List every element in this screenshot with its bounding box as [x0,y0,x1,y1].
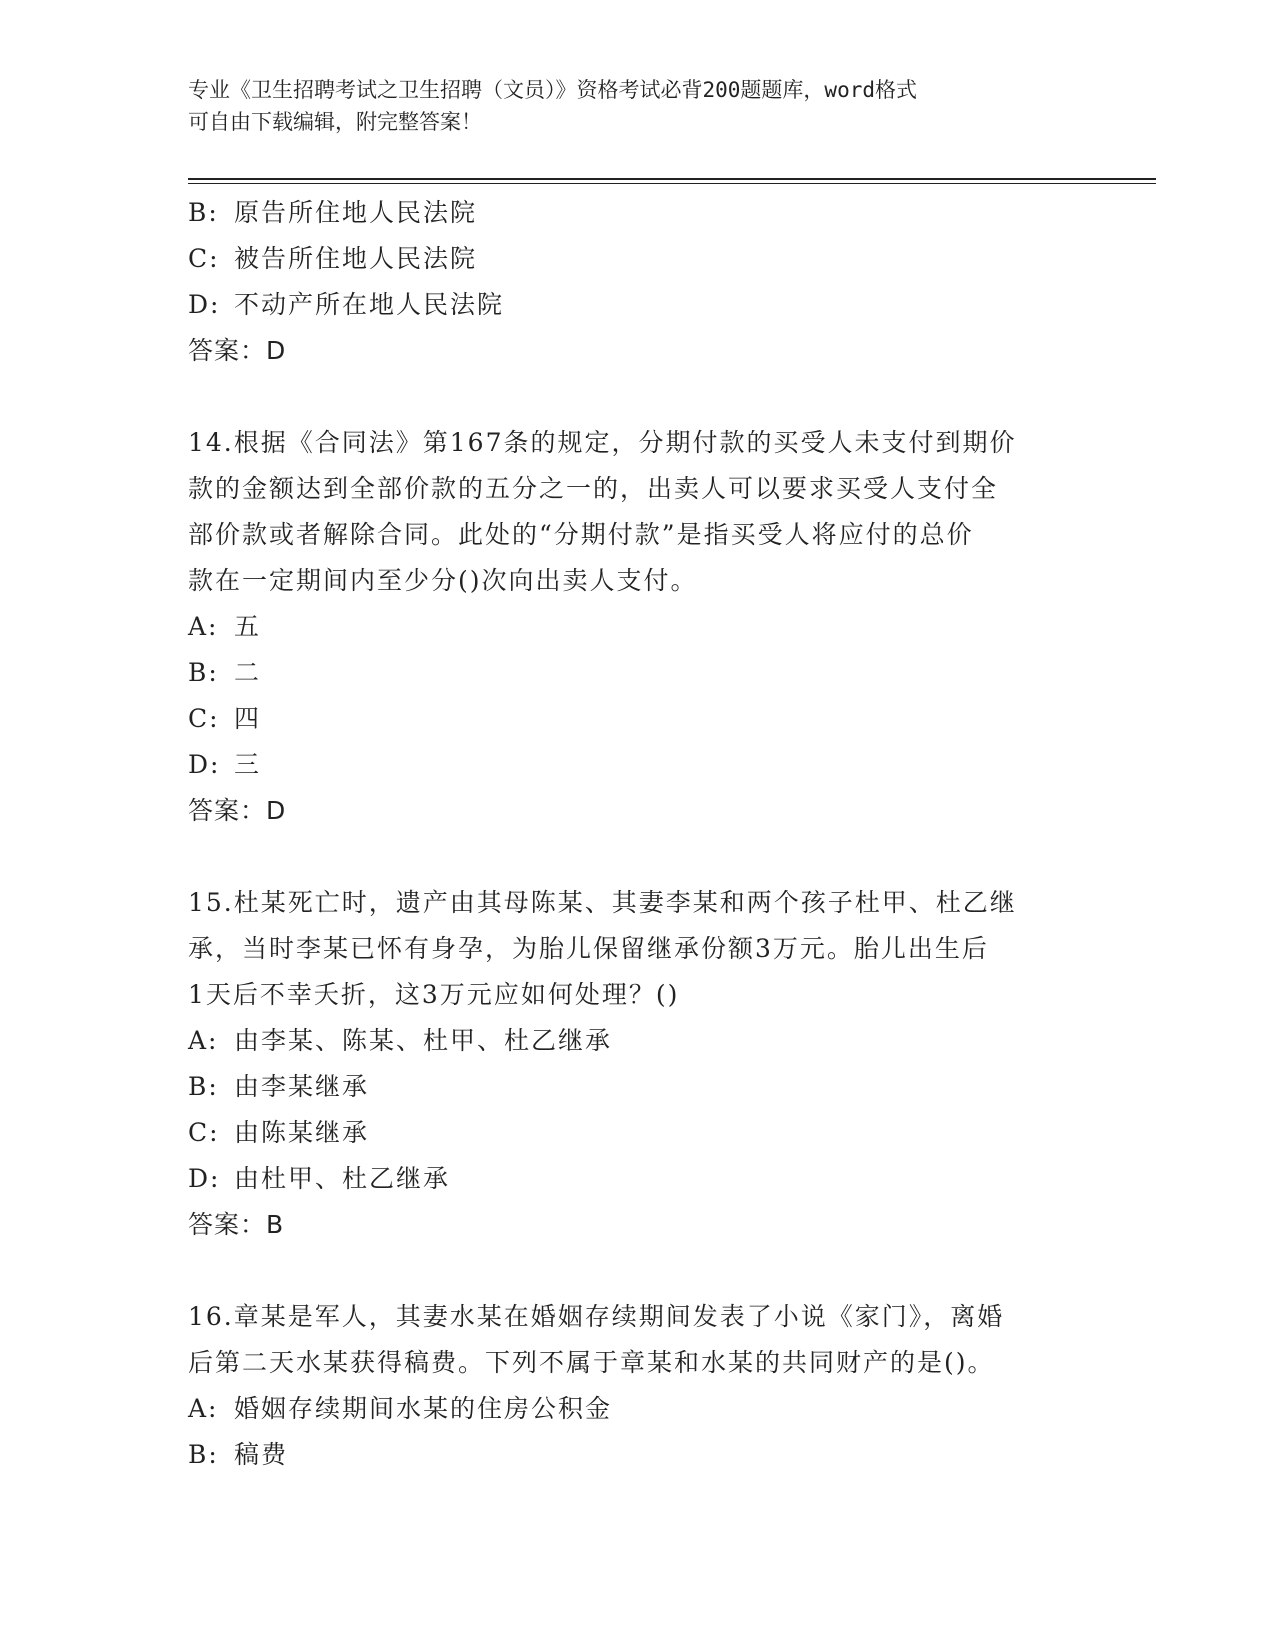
question-stem-line: 款的金额达到全部价款的五分之一的，出卖人可以要求买受人支付全 [188,474,999,503]
option-a: A: 婚姻存续期间水某的住房公积金 [188,1394,613,1423]
question-stem-line: 承，当时李某已怀有身孕，为胎儿保留继承份额3万元。胎儿出生后 [188,934,989,963]
header-divider-thin [188,183,1156,184]
option-b: B: 稿费 [188,1440,289,1469]
question-14 [188,420,1078,834]
option-a: A: 由李某、陈某、杜甲、杜乙继承 [188,1026,613,1055]
option-b: B: 原告所住地人民法院 [188,198,478,227]
header-line-1: 专业《卫生招聘考试之卫生招聘（文员）》资格考试必背200题题库，word格式 [188,78,917,102]
question-stem-line: 14.根据《合同法》第167条的规定，分期付款的买受人未支付到期价 [188,428,1017,457]
option-c: C: 由陈某继承 [188,1118,370,1147]
answer-line: 答案：D [188,336,287,365]
answer-line: 答案：D [188,796,287,825]
question-stem-line: 15.杜某死亡时，遗产由其母陈某、其妻李某和两个孩子杜甲、杜乙继 [188,888,1017,917]
option-c: C: 被告所住地人民法院 [188,244,478,273]
answer-line: 答案：B [188,1210,285,1239]
option-d: D: 不动产所在地人民法院 [188,290,505,319]
question-stem-line: 后第二天水某获得稿费。下列不属于章某和水某的共同财产的是()。 [188,1348,995,1377]
question-stem-line: 16.章某是军人，其妻水某在婚姻存续期间发表了小说《家门》，离婚 [188,1302,1005,1331]
question-stem-line: 1天后不幸夭折，这3万元应如何处理？() [188,980,680,1009]
header-line-2: 可自由下载编辑，附完整答案！ [188,110,482,134]
question-stem-line: 部价款或者解除合同。此处的“分期付款”是指买受人将应付的总价 [188,520,974,549]
option-a: A: 五 [188,612,262,641]
question-15 [188,880,1078,1248]
question-stem-line: 款在一定期间内至少分()次向出卖人支付。 [188,566,698,595]
question-13-continuation [188,190,1078,374]
question-16 [188,1294,1078,1478]
option-b: B: 由李某继承 [188,1072,370,1101]
question-list [188,190,1078,1478]
option-b: B: 二 [188,658,262,687]
option-d: D: 由杜甲、杜乙继承 [188,1164,451,1193]
option-c: C: 四 [188,704,262,733]
header-divider-thick [188,178,1156,180]
document-header [188,74,1068,138]
option-d: D: 三 [188,750,262,779]
